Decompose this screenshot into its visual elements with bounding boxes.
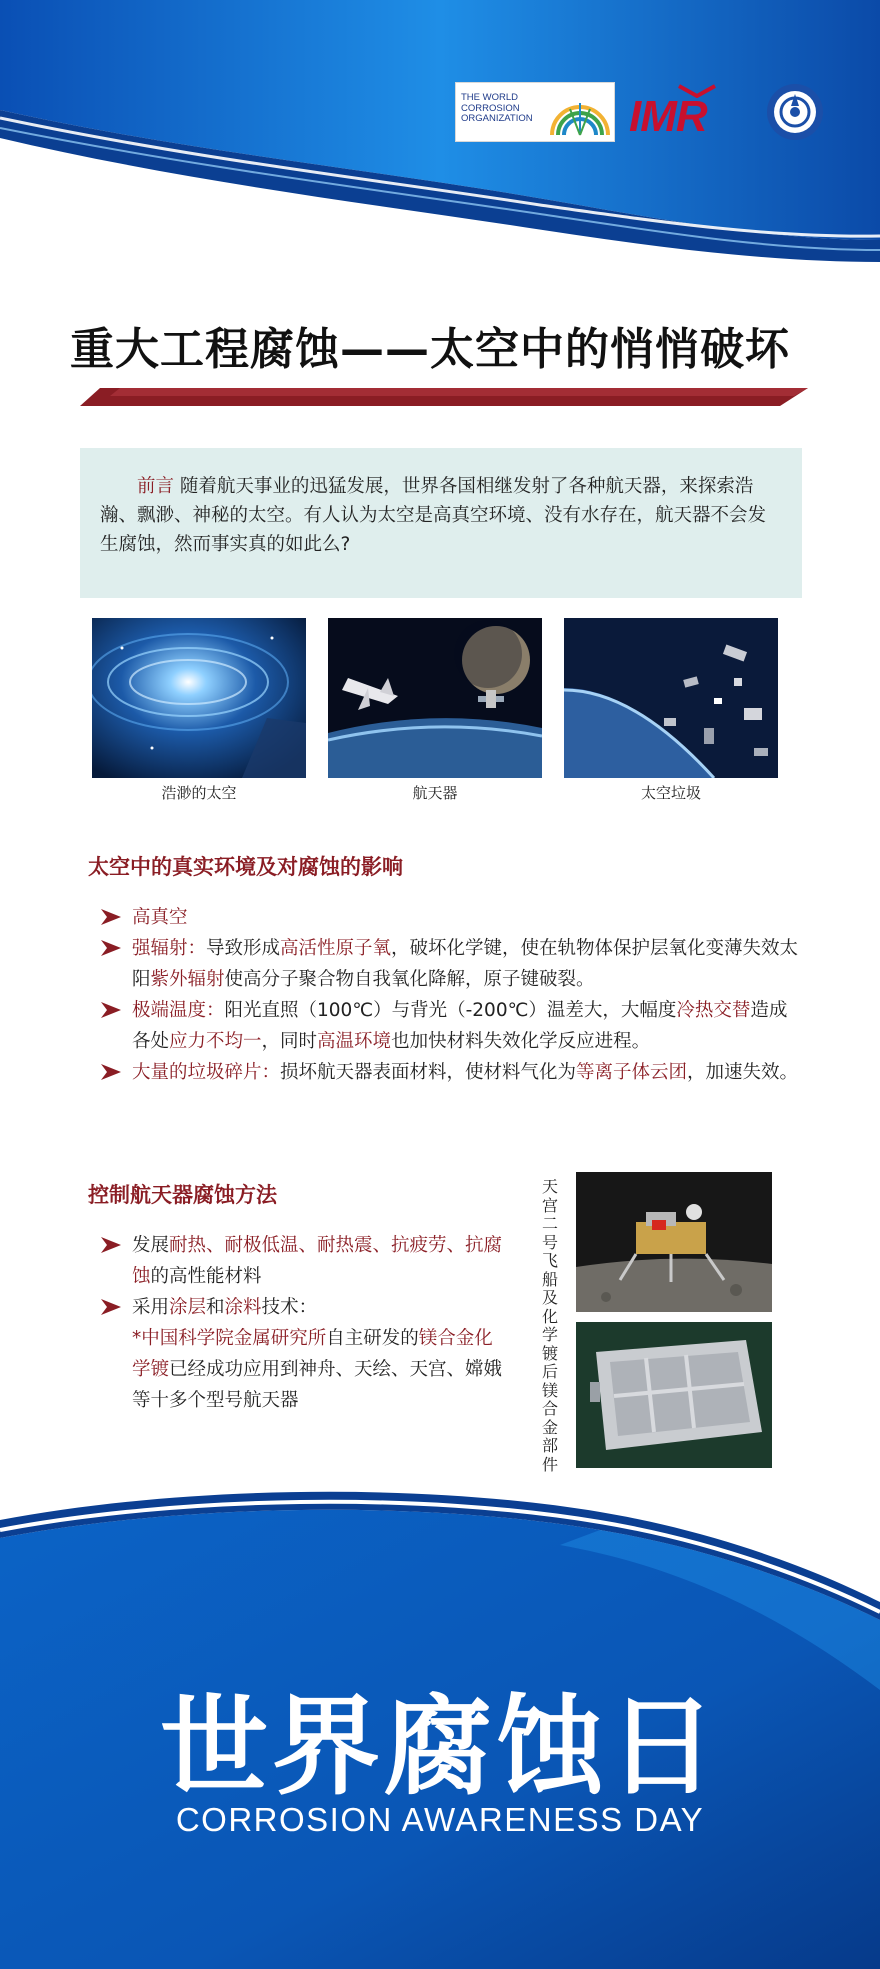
imr-logo xyxy=(625,84,750,142)
lunar-lander-image xyxy=(576,1172,772,1312)
page-title: 重大工程腐蚀——太空中的悄悄破坏 xyxy=(70,324,790,375)
photo-caption: 浩渺的太空 xyxy=(161,784,237,802)
body-text: 发展 xyxy=(132,1235,170,1256)
intro-text: 随着航天事业的迅猛发展，世界各国相继发射了各种航天器，来探索浩瀚、飘渺、神秘的太空。有人认为太空是高真空环境、没有水存在，航天器不会发生腐蚀，然而事实真的如此么? xyxy=(100,476,767,555)
body-text: 的高性能材料 xyxy=(150,1266,262,1287)
body-text: 导致形成 xyxy=(206,938,281,959)
highlight-text: 等离子体云团 xyxy=(576,1062,688,1083)
body-text: ，加速失效。 xyxy=(687,1062,799,1083)
section-heading-environment: 太空中的真实环境及对腐蚀的影响 xyxy=(88,855,403,879)
section-heading-control: 控制航天器腐蚀方法 xyxy=(88,1183,277,1207)
list-item xyxy=(100,902,800,933)
side-caption-char: 部 xyxy=(541,1436,558,1455)
side-caption-char: 化 xyxy=(541,1306,558,1326)
side-caption-char: 金 xyxy=(541,1417,558,1437)
side-caption-char: 镁 xyxy=(541,1380,558,1400)
side-caption-char: 船 xyxy=(541,1269,558,1289)
wco-logo-text xyxy=(461,93,541,125)
highlight-text: 大量的垃圾碎片： xyxy=(132,1062,281,1083)
highlight-text: 高真空 xyxy=(132,907,188,928)
highlight-text: 强辐射： xyxy=(132,938,207,959)
title-area xyxy=(70,322,810,378)
side-caption-char: 及 xyxy=(541,1288,558,1307)
space-shuttle-image xyxy=(328,618,542,778)
top-wave-band xyxy=(0,0,880,290)
highlight-text: 涂层 xyxy=(169,1297,207,1318)
wco-line-2: CORROSION xyxy=(461,102,520,114)
list-item xyxy=(100,1230,510,1292)
body-text: 损坏航天器表面材料，使材料气化为 xyxy=(280,1062,577,1083)
intro-paragraph xyxy=(100,472,782,559)
body-text: 已经成功应用到神舟、天绘、天宫、嫦娥等十多个型号航天器 xyxy=(132,1359,503,1411)
highlight-text: 极端温度： xyxy=(132,1000,225,1021)
list-item xyxy=(100,995,800,1057)
photo-row xyxy=(92,618,790,808)
side-caption-char: 件 xyxy=(541,1454,558,1474)
wco-line-1: THE WORLD xyxy=(461,92,518,103)
photo-caption: 航天器 xyxy=(412,784,458,802)
body-text: ，同时 xyxy=(261,1031,318,1052)
side-caption-char: 镀 xyxy=(541,1343,558,1363)
body-text: ，破坏化学键，使在轨物体保护层氧化变薄失效太阳 xyxy=(132,938,799,990)
list-item-sub xyxy=(100,1323,510,1416)
magnesium-alloy-part-image xyxy=(576,1322,772,1468)
photo-spacecraft xyxy=(328,618,542,802)
side-caption-char: 号 xyxy=(541,1232,558,1252)
space-debris-image xyxy=(564,618,778,778)
body-text: 造成各处 xyxy=(132,1000,788,1052)
side-caption-char: 二 xyxy=(541,1214,558,1233)
corrosion-day-title-en: CORROSION AWARENESS DAY xyxy=(175,1801,705,1838)
photo-galaxy xyxy=(92,618,306,802)
highlight-text: 应力不均一 xyxy=(169,1031,262,1052)
wco-arc-icon xyxy=(548,89,612,139)
side-caption-char: 合 xyxy=(541,1399,558,1418)
galaxy-image xyxy=(92,618,306,778)
body-text: 也加快材料失效化学反应进程。 xyxy=(391,1031,651,1052)
intro-label: 前言 xyxy=(137,476,175,497)
bullet-arrow-icon xyxy=(100,1236,122,1254)
highlight-text: 高温环境 xyxy=(317,1031,392,1052)
bullet-arrow-icon xyxy=(100,1063,122,1081)
list-item xyxy=(100,933,800,995)
bullet-arrow-icon xyxy=(100,1298,122,1316)
cas-emblem-icon xyxy=(765,82,825,142)
highlight-text: *中国科学院金属研究所 xyxy=(132,1328,327,1349)
bullet-arrow-icon xyxy=(100,908,122,926)
photo-caption: 太空垃圾 xyxy=(640,784,701,802)
body-text: 阳光直照（100℃）与背光（-200℃）温差大，大幅度 xyxy=(224,1000,677,1021)
intro-box xyxy=(80,448,802,598)
photo-debris xyxy=(564,618,778,802)
imr-logo-text: IMR xyxy=(629,92,707,141)
side-caption-char: 宫 xyxy=(541,1195,558,1215)
side-caption-char: 后 xyxy=(541,1362,558,1381)
highlight-text: 镁合金化学镀 xyxy=(132,1328,493,1380)
logo-row xyxy=(455,82,825,144)
corrosion-day-title-cn: 世界腐蚀日 xyxy=(159,1685,720,1810)
wco-logo xyxy=(455,82,615,142)
body-text: 和 xyxy=(206,1297,225,1318)
body-text: 使高分子聚合物自我氧化降解，原子键破裂。 xyxy=(224,969,595,990)
body-text: 自主研发的 xyxy=(326,1328,419,1349)
side-caption-char: 飞 xyxy=(541,1251,558,1270)
wco-line-3: ORGANIZATION xyxy=(461,113,533,124)
bullet-arrow-icon xyxy=(100,1001,122,1019)
highlight-text: 耐热、耐极低温、耐热震、抗疲劳、抗腐蚀 xyxy=(132,1235,503,1287)
list-item xyxy=(100,1292,510,1323)
highlight-text: 紫外辐射 xyxy=(150,969,225,990)
bullet-arrow-icon xyxy=(100,939,122,957)
highlight-text: 高活性原子氧 xyxy=(280,938,392,959)
environment-list xyxy=(100,902,800,1088)
list-item xyxy=(100,1057,800,1088)
side-caption-char: 天 xyxy=(541,1177,558,1196)
title-underline-bar xyxy=(80,384,810,410)
body-text: 技术： xyxy=(261,1297,318,1318)
body-text: 采用 xyxy=(132,1297,170,1318)
control-method-list xyxy=(100,1230,510,1416)
side-photo-caption xyxy=(538,1178,562,1474)
side-caption-char: 学 xyxy=(541,1325,558,1344)
highlight-text: 涂料 xyxy=(224,1297,262,1318)
highlight-text: 冷热交替 xyxy=(676,1000,751,1021)
